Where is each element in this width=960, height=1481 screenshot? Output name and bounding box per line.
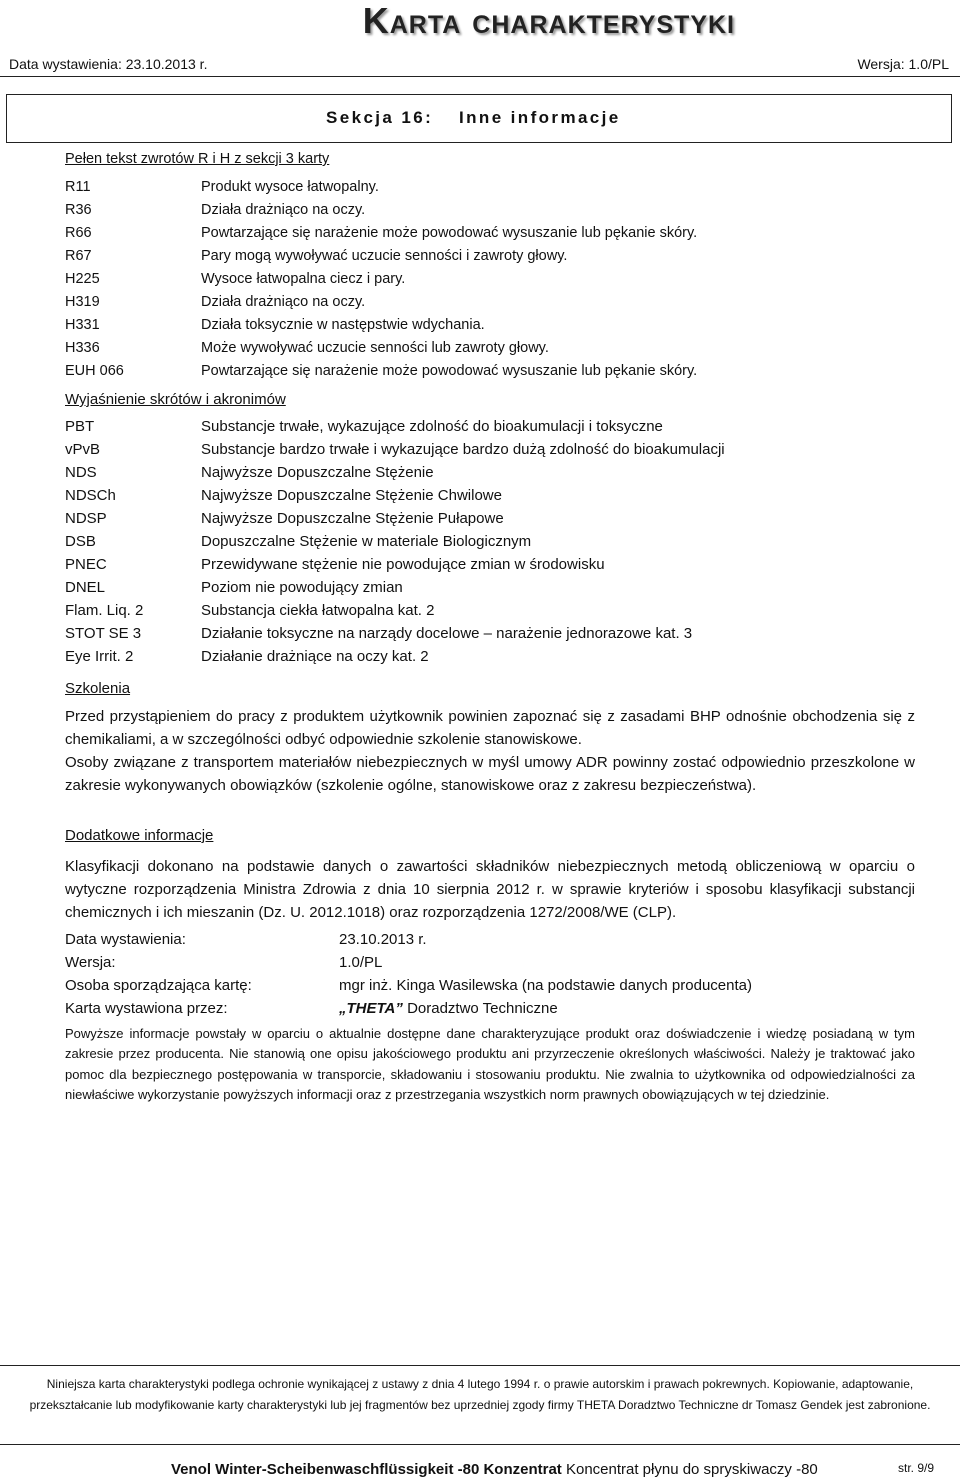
section-label: Sekcja 16: [326,108,434,127]
additional-info-paragraph: Klasyfikacji dokonano na podstawie danych o zawartości składników niebezpiecznych metodą obliczeniową w oparciu o wytyczne rozporządzenia Ministra Zdrowia z dnia 10 sierpnia 2012 r. w sprawie kryteriów i sposobu klasyfikacji substancji chemicznych i ich mieszanin (Dz. U. 2012.1018) oraz rozporządzenia 1272/2008/WE (CLP). [65,858,915,921]
training-heading: Szkolenia [65,680,131,697]
footer-divider-bottom [0,1444,960,1445]
section-title: Inne informacje [459,108,621,127]
header-issue-date: Data wystawienia: 23.10.2013 r. [9,56,208,72]
training-paragraph-2: Osoby związane z transportem materiałów niebezpiecznych w myśl umowy ADR powinny zostać odpowiednio przeszkolone w zakresie wykonywanych obowiązków (szkolenie ogólne, stanowiskowe oraz z zakresu bezpieczeństwa). [65,754,915,794]
training-paragraph-1: Przed przystąpieniem do pracy z produktem użytkownik powinien zapoznać się z zasadami BHP odnośnie obchodzenia się z chemikaliami, a w szczególności odbyć odpowiednie szkolenie stanowiskowe. [65,708,915,748]
doc-title: Karta charakterystyki [362,0,735,41]
theta-brand: „THETA” [339,1000,403,1017]
footer-copyright: Niniejsza karta charakterystyki podlega ochronie wynikającej z ustawy z dnia 4 lutego 1994 r. o prawie autorskim i prawach pokrewnych. Kopiowanie, adaptowanie, przekształcanie lub modyfikowanie karty charakterystyki lub jej fragmentów bez uprzedniej zgody firmy THETA Doradztwo Techniczne dr Tomasz Gendek jest zabronione. [29,1377,931,1412]
disclaimer: Powyższe informacje powstały w oparciu o aktualnie dostępne dane charakteryzujące produkt oraz doświadczenie i wiedzę posiadaną w tym zakresie przez producenta. Nie stanowią one opisu jakościowego produktu ani przyrzeczenie określonych właściwości. Należy je traktować jako pomoc dla bezpiecznego postępowania w transporcie, składowaniu i stosowaniu produktu. Nie zwalnia to użytkownika od odpowiedzialności za niewłaściwe wykorzystanie powyższych informacji oraz z przestrzegania wszystkich norm prawnych obowiązujących w tej dziedzinie. [65,1026,915,1103]
footer-divider-top [0,1365,960,1366]
product-name: Venol Winter-Scheibenwaschflüssigkeit -80 Konzentrat Koncentrat płynu do spryskiwaczy -80 [171,1461,818,1478]
header-divider [0,76,960,77]
r-h-phrases-heading: Pełen tekst zwrotów R i H z sekcji 3 karty [65,151,330,167]
page-number: str. 9/9 [898,1461,935,1475]
abbreviations-heading: Wyjaśnienie skrótów i akronimów [65,391,286,408]
header-version: Wersja: 1.0/PL [857,56,949,72]
additional-info-heading: Dodatkowe informacje [65,827,214,844]
